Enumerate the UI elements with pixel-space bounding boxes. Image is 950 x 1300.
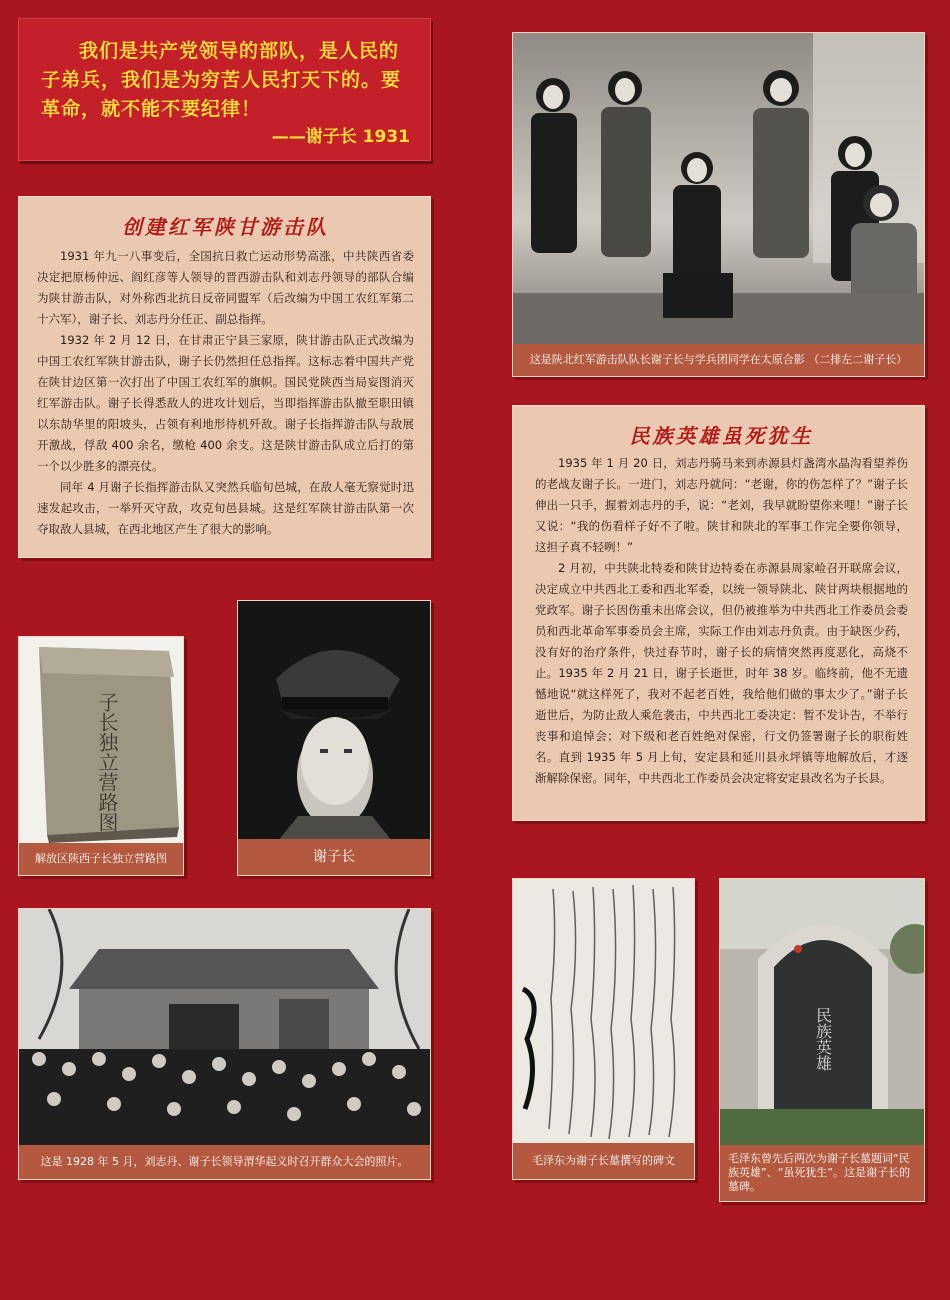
route-book-photo — [19, 637, 183, 845]
portrait-photo — [238, 601, 430, 841]
rally-photo — [19, 909, 430, 1147]
article-paragraph: 1932 年 2 月 12 日，在甘肃正宁县三家原，陕甘游击队正式改编为中国工农红军陕甘游击队，谢子长仍然担任总指挥。这标志着中国共产党在陕甘边区第一次打出了中国工农红军的旗帜。国民党陕西当局妄图消灭红军游击队。谢子长得悉敌人的进攻计划后，当即指挥游击队撤至职田镇以东劼华里的阳坡头，占领有利地形待机歼敌。谢子长指挥游击队与敌展开激战，俘敌 400 余名，缴枪 400 余支。这是陕甘游击队成立后打的第一个以少胜多的漂亮仗。 — [37, 333, 414, 473]
rally-photo-card — [18, 908, 431, 1180]
epitaph-caption: 毛泽东为谢子长墓撰写的碑文 — [513, 1143, 694, 1179]
quote-author: ——谢子长 1931 — [271, 127, 410, 147]
article-paragraph: 2 月初，中共陕北特委和陕甘边特委在赤源县周家崄召开联席会议，决定成立中共西北工委和西北军委，以统一领导陕北、陕甘两块根据地的党政军。谢子长因伤重未出席会议，但仍被推举为中共西北工作委员会委员和西北革命军事委员会主席，实际工作由刘志丹负责。由于缺医少药，没有好的治疗条件，快过春节时，谢子长的病情突然再度恶化，高烧不止。1935 年 2 月 21 日，谢子长逝世，时年 38 岁。临终前，他不无遗憾地说“就这样死了，我对不起老百姓，我给他们做的事太少了。”谢子长逝世后，为防止敌人乘危袭击，中共西北工委决定：暂不发讣告，不举行丧事和追悼会；对下级和老百姓绝对保密，行文仍签署谢子长的职衔姓名。直到 1935 年 5 月上旬，安定县和延川县永坪镇等地解放后，才逐渐解除保密。同年，中共西北工作委员会决定将安定县改名为子长县。 — [535, 561, 908, 785]
tomb-caption: 毛泽东曾先后两次为谢子长墓题词“民族英雄”、“虽死犹生”。这是谢子长的墓碑。 — [720, 1145, 924, 1201]
route-book-caption: 解放区陕西子长独立营路图 — [19, 843, 183, 875]
article-red-army-guerrilla — [18, 196, 431, 558]
group-photo-caption: 这是陕北红军游击队队长谢子长与学兵团同学在太原合影 （二排左二谢子长） — [513, 344, 924, 376]
route-book-card — [18, 636, 184, 876]
rally-photo-caption: 这是 1928 年 5 月，刘志丹、谢子长领导渭华起义时召开群众大会的照片。 — [19, 1145, 430, 1179]
portrait-caption: 谢子长 — [238, 839, 430, 875]
article-paragraph: 同年 4 月谢子长指挥游击队又突然兵临旬邑城，在敌人毫无察觉时迅速发起攻击，一举歼灭守敌，攻克旬邑县城。这是红军陕甘游击队第一次夺取敌人县城，在西北地区产生了很大的影响。 — [37, 480, 414, 536]
tomb-card — [719, 878, 925, 1202]
quote-box — [18, 18, 431, 161]
article-paragraph: 1931 年九一八事变后，全国抗日救亡运动形势高涨，中共陕西省委决定把原杨仲远、阎红彦等人领导的晋西游击队和刘志丹领导的部队合编为陕甘游击队，对外称西北抗日反帝同盟军（后改编为中国工农红军第二十六军），谢子长、刘志丹分任正、副总指挥。 — [37, 249, 414, 326]
group-photo-card — [512, 32, 925, 377]
book-cover-text: 子长独立营路图 — [95, 692, 119, 832]
group-photo — [513, 33, 924, 346]
quote-text: 我们是共产党领导的部队，是人民的子弟兵，我们是为穷苦人民打天下的。要革命，就不能不要纪律！ — [41, 40, 402, 120]
epitaph-calligraphy — [513, 879, 694, 1145]
article-paragraph: 1935 年 1 月 20 日，刘志丹骑马来到赤源县灯盏湾水晶沟看望养伤的老战友谢子长。一进门，刘志丹就问：“老谢，你的伤怎样了？”谢子长伸出一只手，握着刘志丹的手，说：“老刘，我早就盼望你来哩！”谢子长又说：“我的伤看样子好不了啦。陕甘和陕北的军事工作完全要你领导，这担子真不轻咧！” — [535, 456, 908, 554]
tomb-photo — [720, 879, 924, 1147]
portrait-card — [237, 600, 431, 876]
tomb-inscription: 民族英雄 — [813, 1007, 833, 1071]
epitaph-card — [512, 878, 695, 1180]
article-title: 创建红军陕甘游击队 — [122, 215, 329, 239]
article-national-hero — [512, 405, 925, 821]
article-title: 民族英雄虽死犹生 — [629, 424, 814, 448]
